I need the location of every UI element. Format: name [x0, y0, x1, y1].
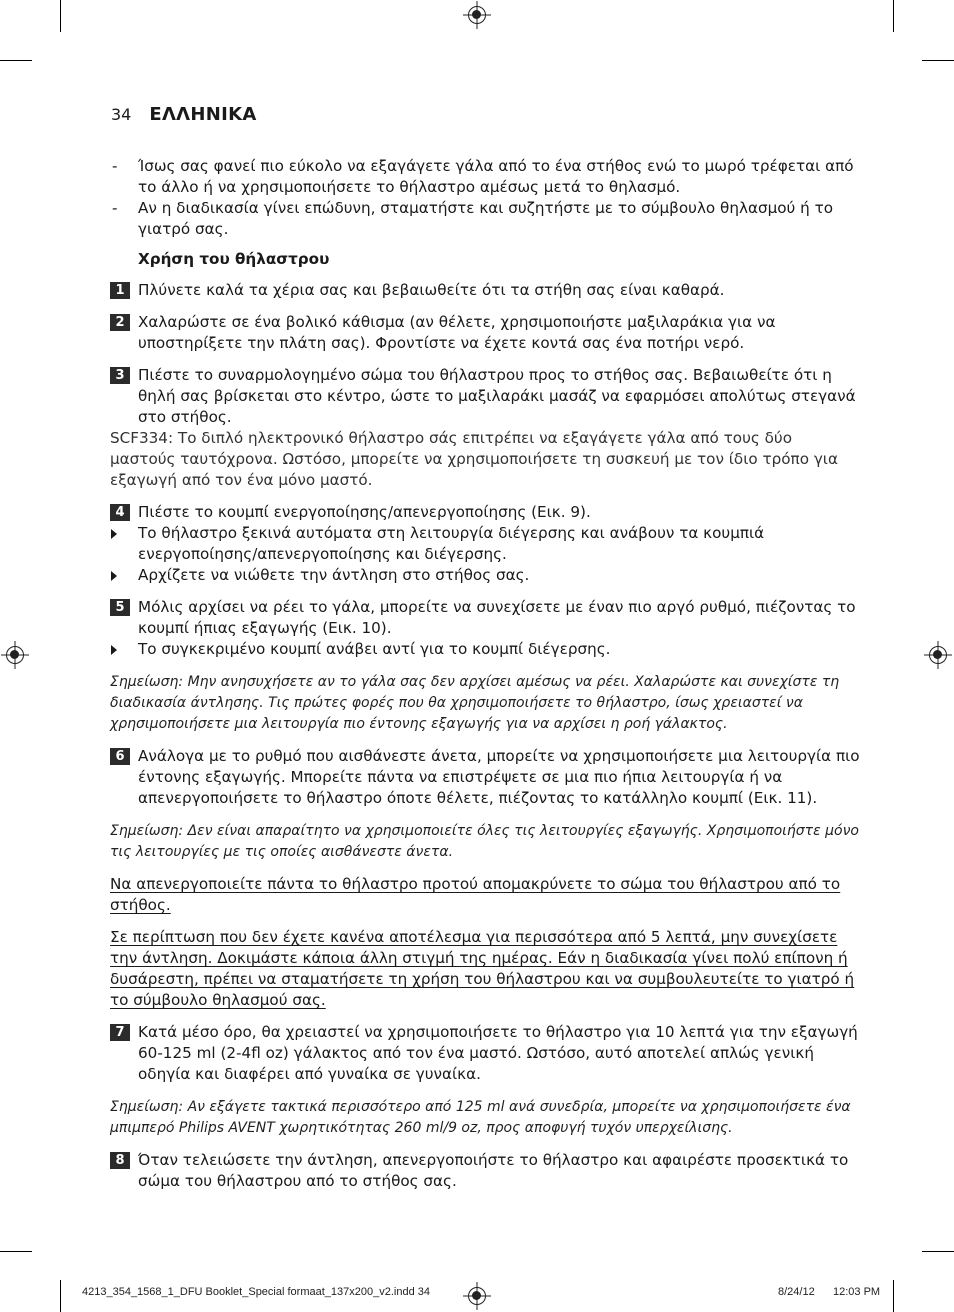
triangle-bullet-icon: [111, 571, 117, 581]
step-3-extra-text: SCF334: Το διπλό ηλεκτρονικό θήλαστρο σάς επιτρέπει να εξαγάγετε γάλα από τους δύο μαστούς ταυτόχρονα. Ωστόσο, μπορείτε να χρησιμοποιήσετε τη συσκευή με τον ίδιο τρόπο για εξαγωγή από τον ένα μόνο μαστό.: [110, 429, 838, 489]
dash-marker: -: [112, 157, 118, 175]
step-text: Πλύνετε καλά τα χέρια σας και βεβαιωθείτε ότι τα στήθη σας είναι καθαρά.: [138, 281, 725, 299]
result-bullet: [110, 565, 860, 586]
footer-file-name: 4213_354_1568_1_DFU Booklet_Special formaat_137x200_v2.indd 34: [82, 1286, 430, 1298]
intro-dash-text: Αν η διαδικασία γίνει επώδυνη, σταματήστε και συζητήστε με το σύμβουλο θηλασμού ή το γιατρό σας.: [138, 199, 834, 238]
registration-mark-icon: [6, 646, 24, 664]
step-number: 8: [110, 1152, 130, 1169]
warning-1: [110, 874, 860, 916]
step-1: [110, 280, 860, 301]
step-8: [110, 1150, 860, 1192]
crop-mark-bottom-left-h: [0, 1251, 32, 1252]
step-text: Ανάλογα με το ρυθμό που αισθάνεστε άνετα, μπορείτε να χρησιμοποιήσετε μια λειτουργία πιο έντονης εξαγωγής. Μπορείτε πάντα να επιστρέψετε σε μια πιο ήπια λειτουργία ή να απενεργοποιήσετε το θήλαστρο όποτε θέλετε, πιέζοντας το κατάλληλο κουμπί (Εικ. 11).: [138, 747, 860, 807]
step-number: 2: [110, 314, 130, 331]
page-header: [111, 104, 257, 125]
step-number: 4: [110, 504, 130, 521]
step-text: Πιέστε το συναρμολογημένο σώμα του θήλαστρου προς το στήθος σας. Βεβαιωθείτε ότι η θηλή σας βρίσκεται στο κέντρο, ώστε το μαξιλαράκι μασάζ να εφαρμόσει απολύτως στεγανά στο στήθος.: [138, 366, 856, 426]
warning-text: Να απενεργοποιείτε πάντα το θήλαστρο προτού απομακρύνετε το σώμα του θήλαστρου από το στήθος.: [110, 875, 841, 914]
crop-mark-bottom-right-v: [893, 1280, 894, 1312]
bullet-text: Το συγκεκριμένο κουμπί ανάβει αντί για το κουμπί διέγερσης.: [138, 640, 611, 658]
step-number: 1: [110, 282, 130, 299]
registration-mark-icon: [468, 1287, 486, 1305]
note-3: Σημείωση: Αν εξάγετε τακτικά περισσότερο από 125 ml ανά συνεδρία, μπορείτε να χρησιμοποιήσετε ένα μπιμπερό Philips AVENT χωρητικότητας 260 ml/9 oz, προς αποφυγή τυχόν υπερχείλισης.: [110, 1099, 851, 1136]
triangle-bullet-icon: [111, 645, 117, 655]
step-3: [110, 365, 860, 428]
footer-date: 8/24/12: [778, 1286, 815, 1298]
step-2: [110, 312, 860, 354]
step-text: Χαλαρώστε σε ένα βολικό κάθισμα (αν θέλετε, χρησιμοποιήστε μαξιλαράκια για να υποστηρίξετε την πλάτη σας). Φροντίστε να έχετε κοντά σας ένα ποτήρι νερό.: [138, 313, 776, 352]
crop-mark-top-right-h: [922, 60, 954, 61]
intro-dash-item: [110, 198, 860, 240]
crop-mark-top-left-v: [60, 0, 61, 32]
step-text: Κατά μέσο όρο, θα χρειαστεί να χρησιμοποιήσετε το θήλαστρο για 10 λεπτά για την εξαγωγή 60-125 ml (2-4fl oz) γάλακτος από τον ένα μαστό. Ωστόσο, αυτό αποτελεί απλώς γενική οδηγία και διαφέρει από γυναίκα σε γυναίκα.: [138, 1023, 858, 1083]
step-number: 3: [110, 367, 130, 384]
registration-mark-icon: [468, 6, 486, 24]
main-content: [110, 156, 860, 1192]
dash-marker: -: [112, 199, 118, 217]
note-1: Σημείωση: Μην ανησυχήσετε αν το γάλα σας δεν αρχίσει αμέσως να ρέει. Χαλαρώστε και συνεχίστε τη διαδικασία άντλησης. Τις πρώτες φορές που θα χρησιμοποιήσετε το θήλαστρο, ίσως χρειαστεί να χρησιμοποιήσετε μια λειτουργία πιο έντονης εξαγωγής για να αρχίσει η ροή γάλακτος.: [110, 674, 840, 732]
step-5: [110, 597, 860, 639]
bullet-text: Αρχίζετε να νιώθετε την άντληση στο στήθος σας.: [138, 566, 530, 584]
intro-dash-text: Ίσως σας φανεί πιο εύκολο να εξαγάγετε γάλα από το ένα στήθος ενώ το μωρό τρέφεται από το άλλο ή να χρησιμοποιήσετε το θήλαστρο αμέσως μετά το θηλασμό.: [138, 157, 854, 196]
page-number: 34: [111, 105, 132, 124]
step-text: Πιέστε το κουμπί ενεργοποίησης/απενεργοποίησης (Εικ. 9).: [138, 503, 591, 521]
triangle-bullet-icon: [111, 529, 117, 539]
step-text: Μόλις αρχίσει να ρέει το γάλα, μπορείτε να συνεχίσετε με έναν πιο αργό ρυθμό, πιέζοντας το κουμπί ήπιας εξαγωγής (Εικ. 10).: [138, 598, 856, 637]
footer-time: 12:03 PM: [833, 1286, 881, 1298]
crop-mark-bottom-right-h: [922, 1251, 954, 1252]
result-bullet: [110, 523, 860, 565]
note-2: Σημείωση: Δεν είναι απαραίτητο να χρησιμοποιείτε όλες τις λειτουργίες εξαγωγής. Χρησιμοποιήστε μόνο τις λειτουργίες με τις οποίες αισθάνεστε άνετα.: [110, 823, 859, 860]
section-title: Χρήση του θήλαστρου: [138, 250, 330, 268]
intro-dash-item: [110, 156, 860, 198]
warning-2: [110, 927, 860, 1011]
crop-mark-top-left-h: [0, 60, 32, 61]
crop-mark-bottom-left-v: [60, 1280, 61, 1312]
step-number: 6: [110, 748, 130, 765]
page-language-title: ΕΛΛΗΝΙΚΑ: [149, 104, 257, 125]
step-7: [110, 1022, 860, 1085]
step-text: Όταν τελειώσετε την άντληση, απενεργοποιήστε το θήλαστρο και αφαιρέστε προσεκτικά το σώμα του θήλαστρου από το στήθος σας.: [138, 1151, 849, 1190]
warning-text: Σε περίπτωση που δεν έχετε κανένα αποτέλεσμα για περισσότερα από 5 λεπτά, μην συνεχίσετε την άντληση. Δοκιμάστε κάποια άλλη στιγμή της ημέρας. Εάν η διαδικασία γίνει πολύ επίπονη ή δυσάρεστη, πρέπει να σταματήσετε τη χρήση του θήλαστρου και να συμβουλευτείτε το γιατρό ή το σύμβουλο θηλασμού σας.: [110, 928, 855, 1009]
step-number: 5: [110, 599, 130, 616]
step-number: 7: [110, 1024, 130, 1041]
bullet-text: Το θήλαστρο ξεκινά αυτόματα στη λειτουργία διέγερσης και ανάβουν τα κουμπιά ενεργοποίησης/απενεργοποίησης και διέγερσης.: [138, 524, 765, 563]
registration-mark-icon: [929, 646, 947, 664]
crop-mark-top-right-v: [893, 0, 894, 32]
result-bullet: [110, 639, 860, 660]
step-6: [110, 746, 860, 809]
step-4: [110, 502, 860, 523]
